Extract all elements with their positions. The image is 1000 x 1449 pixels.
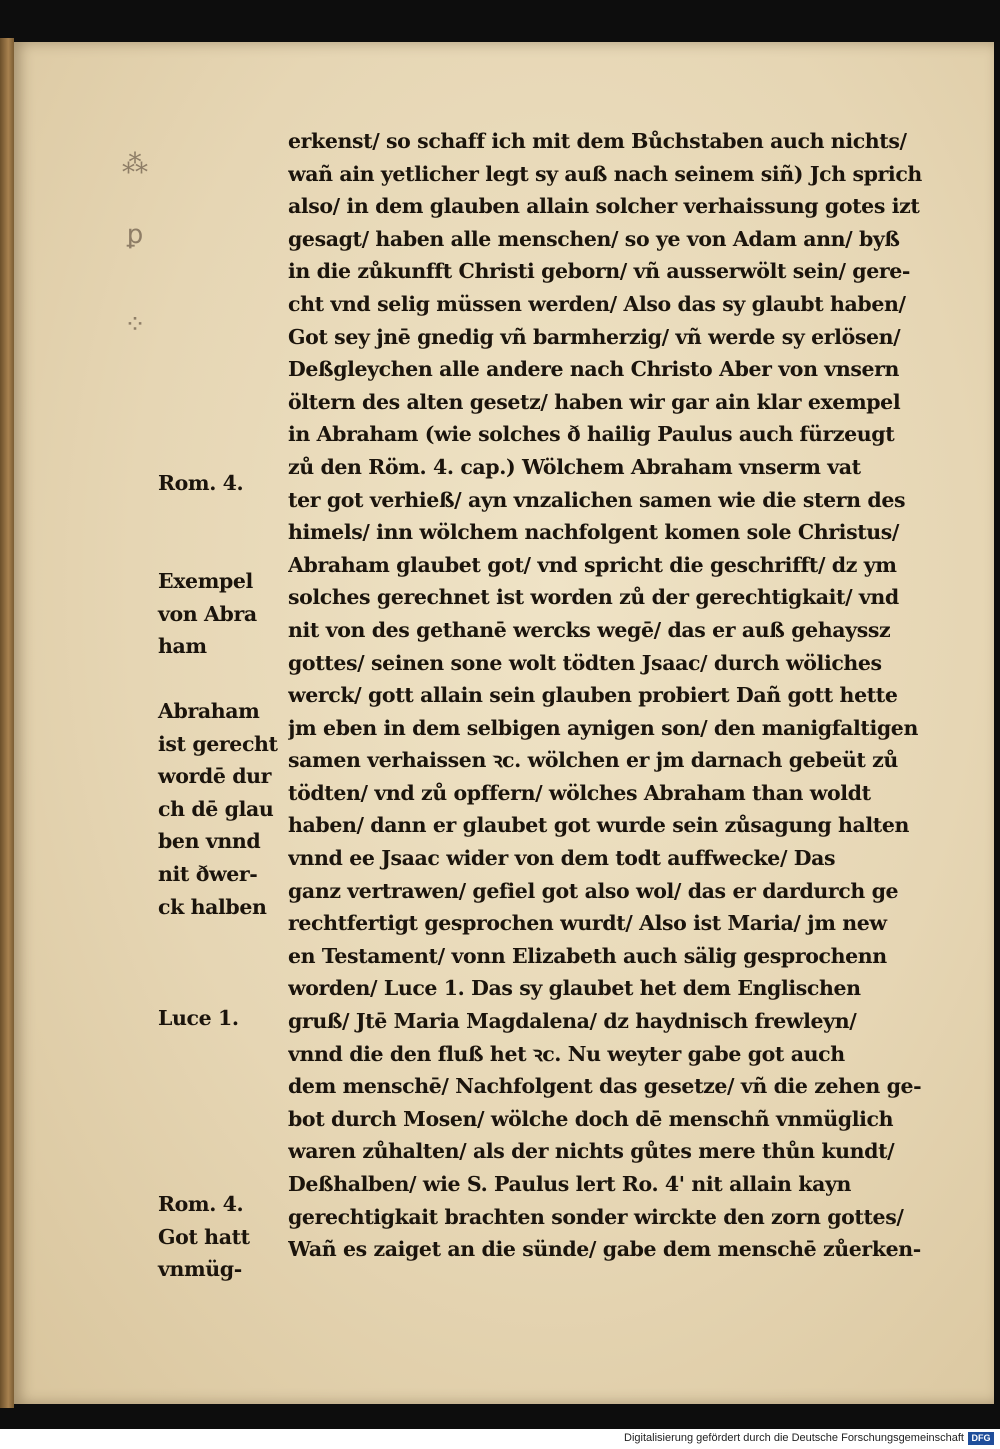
funding-credit: Digitalisierung gefördert durch die Deutsche Forschungsgemeinschaft	[624, 1432, 964, 1444]
text-line: Deßgleychen alle andere nach Christo Aber von vnsern	[288, 357, 900, 382]
text-line: cht vnd selig müssen werden/ Also das sy glaubt haben/	[288, 291, 906, 316]
text-line: en Testament/ vonn Elizabeth auch sälig gesprochenn	[288, 943, 887, 968]
margin-note-luce	[158, 1002, 283, 1035]
margin-note-abraham	[158, 695, 283, 923]
margin-note-rom4	[158, 467, 283, 500]
ink-smudge-mark: ⁂	[122, 150, 146, 180]
text-line: erkenst/ so schaff ich mit dem Bůchstaben auch nichts/	[288, 129, 907, 153]
margin-note-line: ch dē glau	[158, 796, 274, 821]
text-line: werck/ gott allain sein glauben probiert Dañ gott hette	[288, 683, 898, 708]
text-line: gesagt/ haben alle menschen/ so ye von Adam ann/ byß	[288, 226, 900, 251]
text-line: Wañ es zaiget an die sünde/ gabe dem menschē zůerken-	[288, 1237, 921, 1262]
text-line: jm eben in dem selbigen aynigen son/ den manigfaltigen	[288, 715, 918, 740]
text-line: nit von des gethanē wercks wegē/ das er auß gehayssz	[288, 617, 891, 642]
book-cover-edge	[0, 38, 14, 1408]
footer-bar	[0, 1429, 1000, 1449]
margin-note-line: von Abra	[158, 601, 257, 626]
margin-note-line: ck halben	[158, 894, 267, 919]
margin-note-line: Abraham	[158, 699, 260, 723]
text-line: bot durch Mosen/ wölche doch dē menschñ vnmüglich	[288, 1106, 894, 1131]
text-line: worden/ Luce 1. Das sy glaubet het dem Englischen	[288, 976, 861, 1001]
text-line: waren zůhalten/ als der nichts gůtes mere thůn kundt/	[288, 1139, 895, 1164]
text-line: himels/ inn wölchem nachfolgent komen sole Christus/	[288, 520, 900, 545]
text-line: Abraham glaubet got/ vnd spricht die geschrifft/ dz ym	[288, 552, 897, 577]
margin-note-line: Luce 1.	[158, 1006, 239, 1030]
text-line: dem menschē/ Nachfolgent das gesetze/ vñ die zehen ge-	[288, 1074, 922, 1099]
margin-note-line: nit ðwer-	[158, 861, 258, 886]
text-line: haben/ dann er glaubet got wurde sein zůsagung halten	[288, 813, 909, 838]
dfg-logo-icon: DFG	[968, 1432, 994, 1445]
text-line: tödten/ vnd zů opffern/ wölches Abraham than woldt	[288, 780, 871, 805]
text-line: solches gerechnet ist worden zů der gerechtigkait/ vnd	[288, 585, 899, 610]
text-line: Got sey jnē gnedig vñ barmherzig/ vñ werde sy erlösen/	[288, 324, 901, 349]
text-line: in die zůkunfft Christi geborn/ vñ ausserwölt sein/ gere-	[288, 259, 910, 284]
margin-note-line: wordē dur	[158, 764, 272, 789]
margin-note-line: Rom. 4.	[158, 471, 244, 495]
margin-note-line: ben vnnd	[158, 829, 261, 854]
text-line: vnnd ee Jsaac wider von dem todt auffwecke/ Das	[288, 846, 836, 871]
margin-note-line: Rom. 4.	[158, 1192, 244, 1216]
text-line: ter got verhieß/ ayn vnzalichen samen wie die stern des	[288, 487, 906, 512]
text-line: gerechtigkait brachten sonder wirckte den zorn gottes/	[288, 1204, 904, 1229]
margin-note-rom4-got	[158, 1188, 283, 1286]
text-line: gruß/ Jtē Maria Magdalena/ dz haydnisch frewleyn/	[288, 1009, 857, 1034]
text-line: vnnd die den fluß het ꝛc. Nu weyter gabe got auch	[288, 1041, 845, 1066]
text-line: in Abraham (wie solches ð hailig Paulus auch fürzeugt	[288, 422, 895, 447]
text-line: rechtfertigt gesprochen wurdt/ Also ist Maria/ jm new	[288, 911, 887, 936]
main-text-block	[288, 125, 968, 1266]
text-line: gottes/ seinen sone wolt tödten Jsaac/ durch wöliches	[288, 650, 882, 675]
text-line: Deßhalben/ wie S. Paulus lert Ro. 4' nit allain kayn	[288, 1172, 851, 1196]
text-line: wañ ain yetlicher legt sy auß nach seinem siñ) Jch sprich	[288, 161, 922, 186]
margin-note-line: vnmüg-	[158, 1257, 242, 1282]
margin-note-line: Exempel	[158, 569, 253, 593]
margin-note-line: ham	[158, 634, 207, 659]
ink-smudge-mark: ꝑ	[126, 220, 142, 250]
text-line: samen verhaissen ꝛc. wölchen er jm darnach gebeüt zů	[288, 748, 898, 773]
margin-note-exempel	[158, 565, 283, 663]
text-line: öltern des alten gesetz/ haben wir gar ain klar exempel	[288, 389, 901, 414]
margin-note-line: ist gerecht	[158, 731, 278, 756]
margin-note-line: Got hatt	[158, 1224, 250, 1249]
text-line: zů den Röm. 4. cap.) Wölchem Abraham vnserm vat	[288, 454, 861, 479]
ink-smudge-mark: ⁘	[124, 310, 144, 340]
text-line: ganz vertrawen/ gefiel got also wol/ das er dardurch ge	[288, 878, 899, 903]
text-line: also/ in dem glauben allain solcher verhaissung gotes izt	[288, 194, 920, 219]
